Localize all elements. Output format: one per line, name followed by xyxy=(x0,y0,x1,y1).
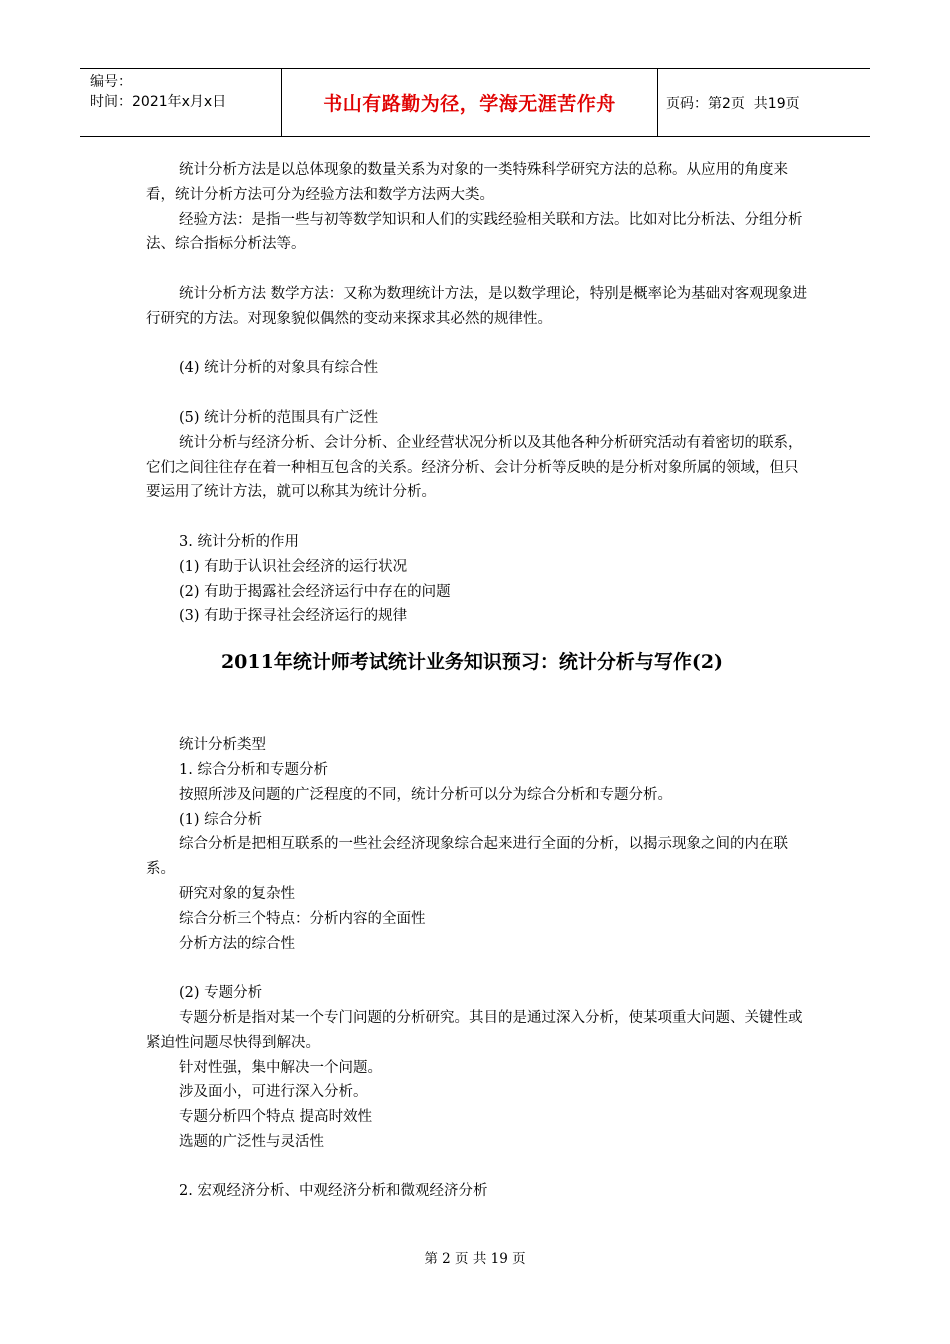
header-page-cell xyxy=(658,69,870,136)
page-header xyxy=(80,68,870,137)
paragraph: 经验方法：是指一些与初等数学知识和人们的实践经验相关联和方法。比如对比分析法、分组分析法、综合指标分析法等。 xyxy=(146,211,803,253)
paragraph: 按照所涉及问题的广泛程度的不同，统计分析可以分为综合分析和专题分析。 xyxy=(179,786,672,803)
header-page-number: 页码：第2页 共19页 xyxy=(666,95,800,112)
paragraph: (2) 专题分析 xyxy=(179,985,263,1002)
paragraph: (1) 综合分析 xyxy=(179,811,263,828)
paragraph: 针对性强，集中解决一个问题。 xyxy=(179,1059,382,1076)
paragraph: 选题的广泛性与灵活性 xyxy=(179,1133,324,1150)
paragraph: 研究对象的复杂性 xyxy=(179,885,295,902)
page-footer xyxy=(0,1247,950,1267)
paragraph: 分析方法的综合性 xyxy=(179,935,295,952)
footer-page-number: 第 2 页 共 19 页 xyxy=(424,1251,526,1267)
paragraph: 专题分析是指对某一个专门问题的分析研究。其目的是通过深入分析，使某项重大问题、关键性或紧迫性问题尽快得到解决。 xyxy=(146,1009,803,1051)
paragraph: 统计分析方法 数学方法：又称为数理统计方法，是以数学理论，特别是概率论为基础对客观现象进行研究的方法。对现象貌似偶然的变动来探求其必然的规律性。 xyxy=(146,285,808,327)
paragraph: 1. 综合分析和专题分析 xyxy=(179,761,328,778)
paragraph: 涉及面小，可进行深入分析。 xyxy=(179,1084,368,1101)
header-motto: 书山有路勤为径，学海无涯苦作舟 xyxy=(282,69,658,136)
paragraph: (5) 统计分析的范围具有广泛性 xyxy=(179,409,379,426)
paragraph: (4) 统计分析的对象具有综合性 xyxy=(179,360,379,377)
paragraph: 统计分析方法是以总体现象的数量关系为对象的一类特殊科学研究方法的总称。从应用的角度来看，统计分析方法可分为经验方法和数学方法两大类。 xyxy=(146,162,788,203)
paragraph: 统计分析类型 xyxy=(179,737,266,754)
paragraph: 综合分析三个特点：分析内容的全面性 xyxy=(179,910,426,927)
paragraph: 统计分析与经济分析、会计分析、企业经营状况分析以及其他各种分析研究活动有着密切的联系，它们之间往往存在着一种相互包含的关系。经济分析、会计分析等反映的是分析对象所属的领域，但只要运用了统计方法，就可以称其为统计分析。 xyxy=(146,434,803,501)
header-number: 编号： xyxy=(90,74,132,90)
paragraph: 综合分析是把相互联系的一些社会经济现象综合起来进行全面的分析，以揭示现象之间的内在联系。 xyxy=(146,836,788,878)
paragraph: (1) 有助于认识社会经济的运行状况 xyxy=(179,558,408,575)
document-body xyxy=(146,158,810,1204)
paragraph: 2. 宏观经济分析、中观经济分析和微观经济分析 xyxy=(179,1183,488,1200)
header-time: 时间：2021年x月x日 xyxy=(90,94,227,110)
paragraph: 专题分析四个特点 提高时效性 xyxy=(179,1109,373,1126)
section-title: 2011年统计师考试统计业务知识预习：统计分析与写作(2) xyxy=(220,651,724,674)
paragraph: (3) 有助于探寻社会经济运行的规律 xyxy=(179,608,408,625)
paragraph: 3. 统计分析的作用 xyxy=(179,533,299,550)
header-info-cell xyxy=(80,69,282,136)
paragraph: (2) 有助于揭露社会经济运行中存在的问题 xyxy=(179,583,451,600)
